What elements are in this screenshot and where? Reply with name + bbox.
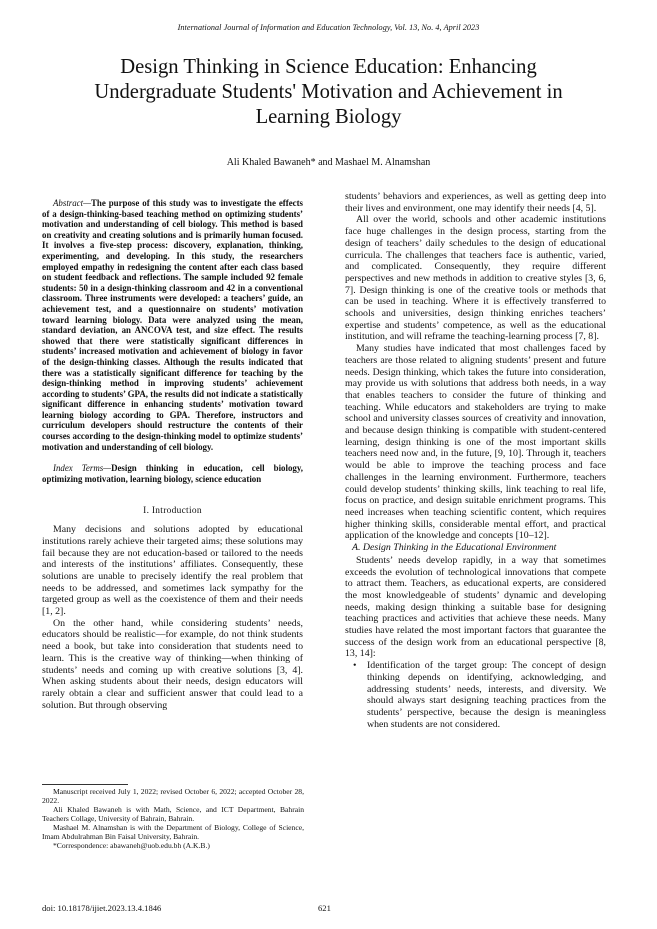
doi-line: doi: 10.18178/ijiet.2023.13.4.1846 [42, 903, 162, 913]
abstract-text: The purpose of this study was to investigate the effects of a design-thinking-based teaching method on optimizing students’ motivation and understanding of cell biology. This method is based on creativity and creating solutions and is primarily human focused. It involves a five-step process: discovery, explanation, thinking, experimenting, and developing. In this study, the researchers employed empathy in redesigning the content after each class based on student feedback and reflections. The sample included 92 female students: 50 in a design-thinking classroom and 42 in a conventional classroom. Three instruments were developed: a teachers’ guide, an achievement test, and a questionnaire on students’ motivation toward learning biology. Data were analyzed using the mean, standard deviation, an ANCOVA test, and size effect. The results showed that there were statistically significant differences in students’ increased motivation and achievement of biology in favor of the design-thinking classes. Although the results indicated that there was a statistically significant difference for teaching by the design-thinking method in improving students’ achievement according to students’ GPA, the results did not indicate a statistically significant difference in enhancing students’ motivation toward learning biology according to GPA. Therefore, instructors and curriculum developers should restructure the contents of their courses according to the design-thinking model to optimize students’ motivation and understanding of cell biology. [42, 198, 303, 452]
right-column [345, 191, 606, 730]
index-terms-lead: Index Terms— [53, 463, 112, 474]
paper-authors: Ali Khaled Bawaneh* and Mashael M. Alnamshan [226, 157, 431, 168]
intro-paragraph-1: Many decisions and solutions adopted by educational institutions rarely achieve their targeted aims; these solutions may fail because they are not education-based or tailored to the needs and interests of the institutions’ affiliates. Consequently, these solutions are unable to precisely identify the real problem that needs to be addressed, and sometimes lack sympathy for the targeted group as well as the coexistence of them and their needs [1, 2]. [42, 524, 303, 618]
page-number: 621 [318, 903, 331, 913]
factor-list [345, 660, 606, 730]
list-item: • Identification of the target group: The concept of design thinking depends on identifying, acknowledging, and addressing students’ needs, interests, and diversity. We should always start designing teaching practices from the students’ perspective, because the design is meaningless when students are not considered. [367, 660, 606, 730]
journal-header: International Journal of Information and Education Technology, Vol. 13, No. 4, April 2023 [177, 23, 480, 32]
abstract-lead: Abstract— [53, 198, 91, 208]
footnote-author-2: Mashael M. Alnamshan is with the Department of Biology, College of Science, Imam Abdulrahman Bin Faisal University, Bahrain. [42, 823, 304, 841]
section-heading-introduction: I. Introduction [143, 506, 202, 517]
left-column [42, 198, 303, 711]
footnote-author-1: Ali Khaled Bawaneh is with Math, Science, and ICT Department, Bahrain Teachers Collage, University of Bahrain, Bahrain. [42, 805, 304, 823]
right-paragraph-0: students’ behaviors and experiences, as well as getting deep into their lives and environment, one may identify their needs [4, 5]. [345, 191, 606, 214]
subsection-heading-a: A. Design Thinking in the Educational Environment [352, 542, 557, 554]
right-paragraph-3: Students’ needs develop rapidly, in a way that sometimes exceeds the evolution of technological innovations that compete to attract them. Teachers, as educational experts, are considered the most knowledgeable of students’ dynamic and developing needs, making design thinking a suitable base for designing teaching practices and activities that achieve these needs. Many studies have related the most important factors that guarantee the success of the design work from an educational perspective [8, 13, 14]: [345, 554, 606, 660]
right-paragraph-2: Many studies have indicated that most challenges faced by teachers are those related to aligning students’ present and future needs. Design thinking, which takes the future into consideration, may provide us with solutions that address both needs, in a way that enables teachers to consider the future of thinking and teaching. While educators and stakeholders are trying to make school and university classes sources of creativity and innovation, and because design thinking is compatible with student-centered learning, design thinking is one of the most important skills teachers need now and, in the future, [9, 10]. Through it, teachers would be able to improve the teaching process and face challenges in the learning environment. Furthermore, teachers could develop students’ thinking skills, link teaching to real life, focus on practice, and design suitable enrichment programs. This need increases when teaching scientific content, which requires higher thinking skills, considerable mental effort, and practical application of the knowledge and concepts [10–12]. [345, 343, 606, 542]
paper-title: Design Thinking in Science Education: Enhancing Undergraduate Students' Motivation and Achievement in Learning Biology [94, 56, 563, 128]
footnote-correspondence: *Correspondence: abawaneh@uob.edu.bh (A.K.B.) [53, 841, 210, 850]
abstract [42, 198, 303, 452]
footnote-rule [42, 784, 128, 785]
footnotes [42, 784, 304, 850]
index-terms-text: Design thinking in education, cell biology, optimizing motivation, learning biology, science education [42, 463, 304, 484]
index-terms [42, 463, 303, 484]
intro-paragraph-2: On the other hand, while considering students’ needs, educators should be realistic—for example, do not think students need a book, but take into consideration that students need to learn. This is the creative way of thinking—when thinking of students’ needs and coming up with creative solutions [3, 4]. When asking students about their needs, design educators will rarely obtain a clear and sufficient answer that could lead to a solution. But through observing [42, 617, 303, 711]
right-paragraph-1: All over the world, schools and other academic institutions face huge challenges in the design process, starting from the design of teachers’ daily schedules to the design of educational curricula. The challenges that teachers face is authentic, varied, and complicated. Consequently, they require different perspectives and new methods in addition to creative styles [3, 6, 7]. Design thinking is one of the creative tools or methods that can be used in teaching. Where it is effectively transferred to schools and universities, design thinking enriches teachers’ expertise and students’ competence, as well as the educational institution, and will reframe the teaching-learning process [7, 8]. [345, 214, 606, 343]
footnote-received: Manuscript received July 1, 2022; revised October 6, 2022; accepted October 28, 2022. [42, 787, 304, 805]
